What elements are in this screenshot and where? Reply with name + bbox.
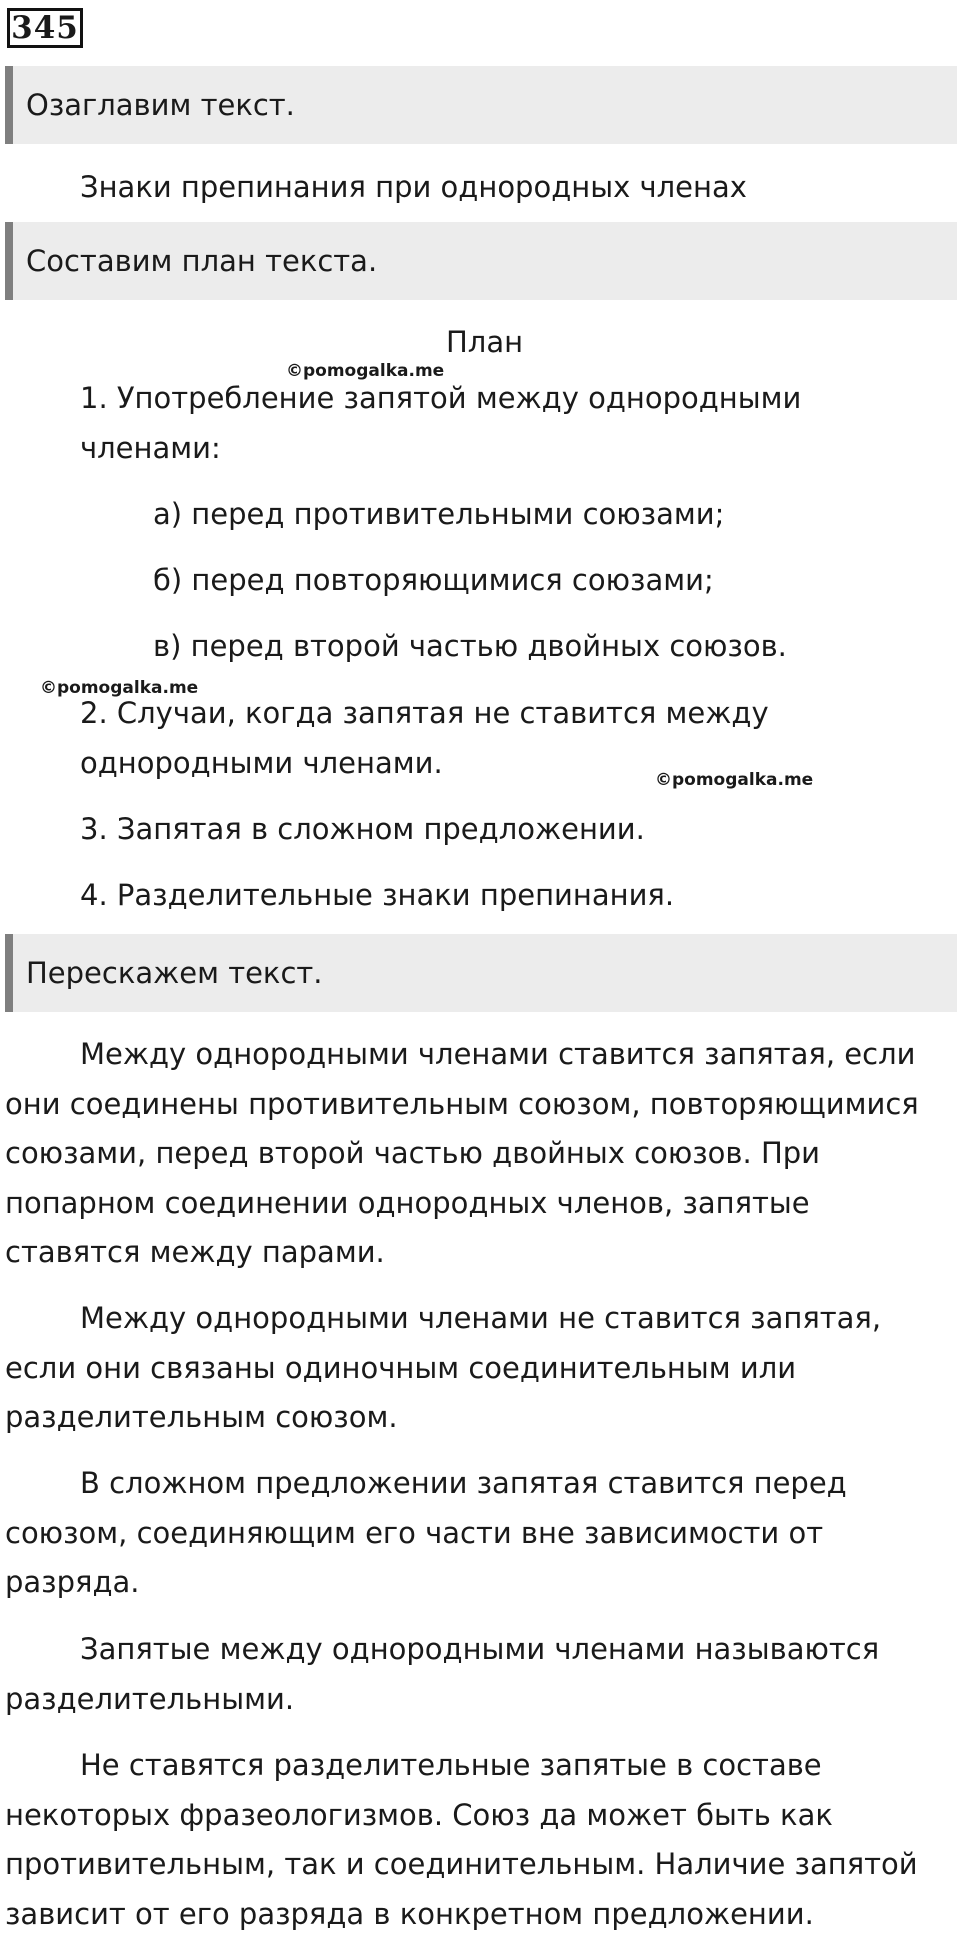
paragraph-line: Между однородными членами не ставится запятая, [80, 1301, 882, 1335]
retell-paragraph-5 [5, 1741, 955, 1939]
paragraph-line: противительным, так и соединительным. Наличие запятой [5, 1847, 918, 1881]
plan-item-2-line-2: однородными членами. [80, 746, 443, 780]
plan-item-1-line-1: 1. Употребление запятой между однородными [80, 381, 802, 415]
paragraph-line: разделительными. [5, 1681, 295, 1716]
plan-item-2-line-1: 2. Случаи, когда запятая не ставится между [80, 696, 769, 730]
paragraph-line: Между однородными членами ставится запятая, если [80, 1037, 916, 1071]
paragraph-line: союзом, соединяющим его части вне зависимости от [5, 1515, 824, 1550]
paragraph-line: Запятые между однородными членами называются [80, 1632, 880, 1666]
plan-item-1-line-2: членами: [80, 431, 221, 465]
paragraph-line: если они связаны одиночным соединительным или [5, 1350, 797, 1385]
section-heading-plan: Составим план текста. [5, 222, 957, 300]
plan-subitem-a: а) перед противительными союзами; [153, 497, 725, 531]
retell-paragraph-3 [5, 1459, 955, 1608]
retell-paragraph-4 [5, 1625, 955, 1724]
retell-paragraph-1 [5, 1030, 955, 1278]
plan-item-4: 4. Разделительные знаки препинания. [80, 878, 675, 912]
paragraph-line: ставятся между парами. [5, 1235, 385, 1269]
paragraph-line: союзами, перед второй частью двойных союзов. При [5, 1136, 821, 1170]
watermark: ©pomogalka.me [286, 361, 445, 381]
watermark: ©pomogalka.me [40, 678, 199, 698]
plan-item-3: 3. Запятая в сложном предложении. [80, 812, 645, 846]
paragraph-line: некоторых фразеологизмов. Союз да может быть как [5, 1797, 833, 1832]
paragraph-line: В сложном предложении запятая ставится перед [80, 1466, 847, 1500]
paragraph-line: попарном соединении однородных членов, запятые [5, 1185, 810, 1220]
plan-title: План [446, 325, 524, 359]
paragraph-line: зависит от его разряда в конкретном предложении. [5, 1896, 814, 1931]
watermark: ©pomogalka.me [655, 770, 814, 790]
plan-subitem-b: б) перед повторяющимися союзами; [153, 563, 714, 597]
paragraph-line: Не ставятся разделительные запятые в составе [80, 1748, 822, 1782]
paragraph-line: разделительным союзом. [5, 1400, 398, 1434]
text-title: Знаки препинания при однородных членах [80, 170, 747, 204]
paragraph-line: разряда. [5, 1565, 140, 1599]
section-heading-title: Озаглавим текст. [5, 66, 957, 144]
paragraph-line: они соединены противительным союзом, повторяющимися [5, 1086, 919, 1121]
section-heading-retell: Перескажем текст. [5, 934, 957, 1012]
task-number: 345 [7, 8, 83, 48]
retell-paragraph-2 [5, 1294, 955, 1443]
plan-subitem-c: в) перед второй частью двойных союзов. [153, 629, 787, 663]
